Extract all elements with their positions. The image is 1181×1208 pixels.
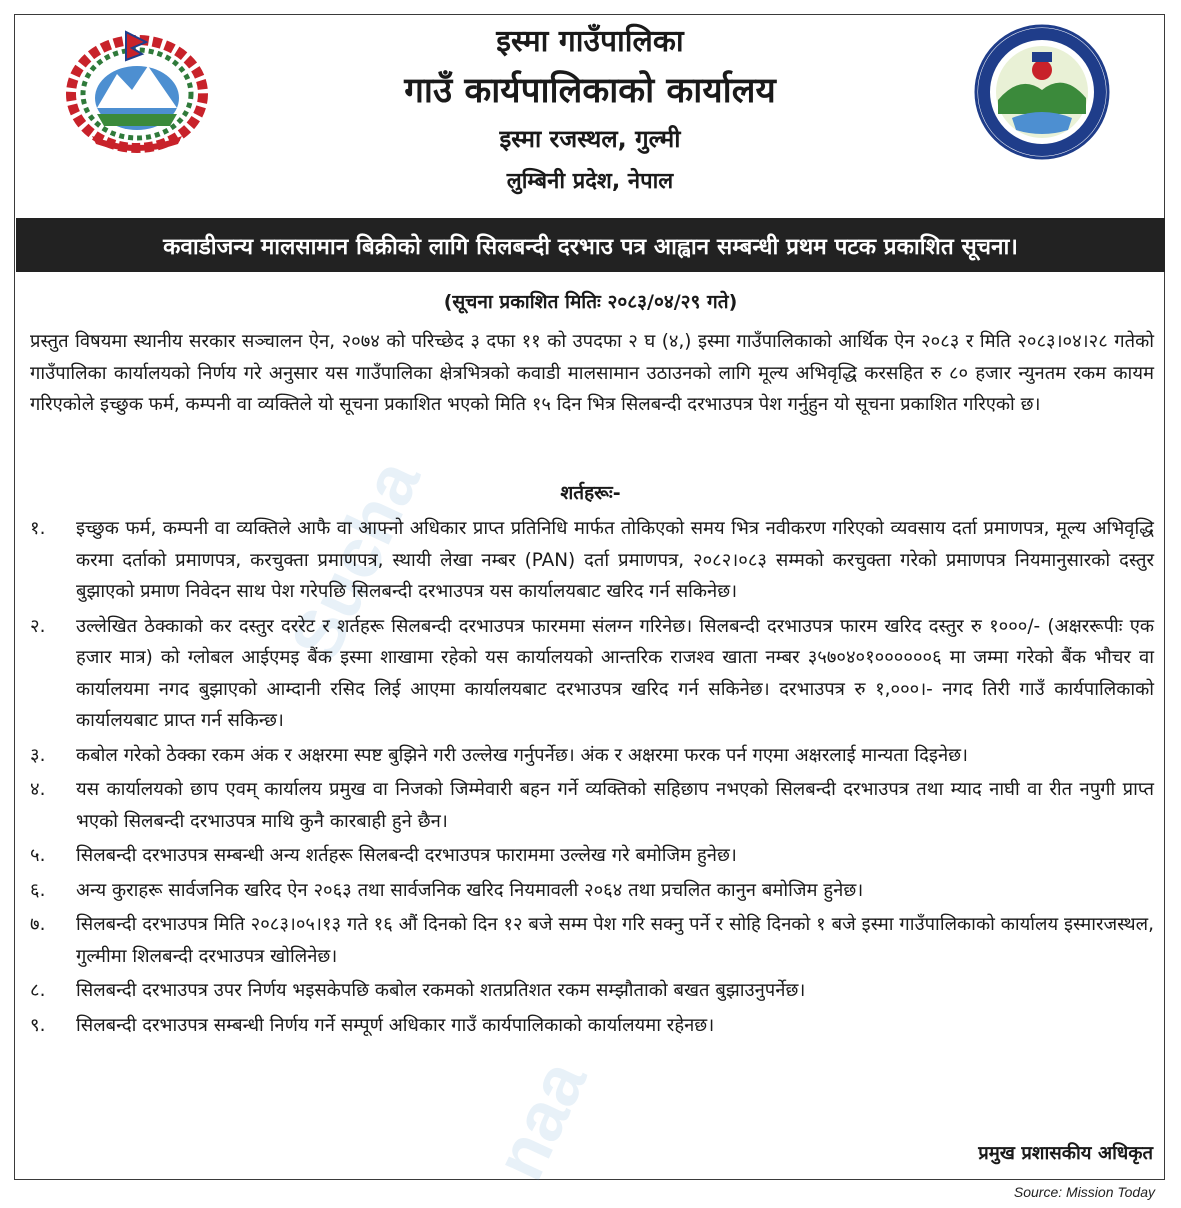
condition-text: इच्छुक फर्म, कम्पनी वा व्यक्तिले आफै वा आफ्नो अधिकार प्राप्त प्रतिनिधि मार्फत तोकिएको समय भित्र नवीकरण गरिएको व्यवसाय दर्ता प्रमाणपत्र, मूल्य अभिवृद्धि करमा दर्ताको प्रमाणपत्र, करचुक्ता प्रमाणपत्र, स्थायी लेखा नम्बर (PAN) दर्ता प्रमाणपत्र, २०८२।०८३ सम्मको करचुक्ता गरेको प्रमाणपत्र नियमानुसारको दस्तुर बुझाएको प्रमाण निवेदन साथ पेश गरेपछि सिलबन्दी दरभाउपत्र यस कार्यालयबाट खरिद गर्न सकिनेछ। (76, 518, 1154, 602)
condition-number: ८. (30, 980, 46, 1001)
condition-item (30, 774, 1154, 837)
condition-text: सिलबन्दी दरभाउपत्र मिति २०८३।०५।१३ गते १६ औं दिनको दिन १२ बजे सम्म पेश गरि सक्नु पर्ने र सोहि दिनको १ बजे इस्मा गाउँपालिकाको कार्यालय इस्मारजस्थल, गुल्मीमा शिलबन्दी दरभाउपत्र खोलिनेछ। (76, 914, 1154, 967)
condition-item (30, 875, 1154, 907)
conditions-heading: शर्तहरूः- (560, 482, 621, 504)
condition-text: कबोल गरेको ठेक्का रकम अंक र अक्षरमा स्पष्ट बुझिने गरी उल्लेख गर्नुपर्नेछ। अंक र अक्षरमा फरक पर्न गएमा अक्षरलाई मान्यता दिइनेछ। (76, 744, 969, 766)
source-credit: Source: Mission Today (1013, 1184, 1155, 1200)
condition-number: १. (30, 518, 46, 539)
office-name: गाउँ कार्यपालिकाको कार्यालय (404, 71, 776, 111)
condition-text: यस कार्यालयको छाप एवम् कार्यालय प्रमुख वा निजको जिम्मेवारी बहन गर्ने व्यक्तिको सहिछाप नभएको सिलबन्दी दरभाउपत्र तथा म्याद नाघी वा रीत नपुगी प्राप्त भएको सिलबन्दी दरभाउपत्र माथि कुनै कारबाही हुने छैन। (76, 779, 1154, 832)
condition-number: ७. (30, 914, 46, 935)
condition-text: अन्य कुराहरू सार्वजनिक खरिद ऐन २०६३ तथा सार्वजनिक खरिद नियमावली २०६४ तथा प्रचलित कानुन बमोजिम हुनेछ। (76, 879, 864, 901)
intro-paragraph: प्रस्तुत विषयमा स्थानीय सरकार सञ्चालन ऐन, २०७४ को परिच्छेद ३ दफा ११ को उपदफा २ घ (४,) इस्मा गाउँपालिकाको आर्थिक ऐन २०८३ र मिति २०८३।०४।२८ गतेको गाउँपालिका कार्यालयको निर्णय गरे अनुसार यस गाउँपालिका क्षेत्रभित्रको कवाडी मालसामान उठाउनको लागि मूल्य अभिवृद्धि करसहित रु ८० हजार न्युनतम रकम कायम गरिएकोले इच्छुक फर्म, कम्पनी वा व्यक्तिले यो सूचना प्रकाशित भएको मिति १५ दिन भित्र सिलबन्दी दरभाउपत्र पेश गर्नुहुन यो सूचना प्रकाशित गरिएको छ। (30, 331, 1154, 415)
municipality-name: इस्मा गाउँपालिका (496, 24, 684, 59)
watermark: naa (479, 1048, 602, 1192)
condition-item (30, 975, 1154, 1007)
condition-number: ५. (30, 845, 46, 866)
condition-text: उल्लेखित ठेक्काको कर दस्तुर दररेट र शर्तहरू सिलबन्दी दरभाउपत्र फारममा संलग्न गरिनेछ। सिलबन्दी दरभाउपत्र फारम खरिद दस्तुर रु १०००/- (अक्षररूपीः एक हजार मात्र) को ग्लोबल आईएमइ बैंक इस्मा शाखामा रहेको यस कार्यालयको आन्तरिक राजश्व खाता नम्बर ३५७०४०१००००००६ मा जम्मा गरेको बैंक भौचर वा कार्यालयमा नगद बुझाएको आम्दानी रसिद लिई आएमा कार्यालयबाट दरभाउपत्र खरिद गर्न सकिनेछ। दरभाउपत्र रु १,०००।- नगद तिरी गाउँ कार्यपालिकाको कार्यालयबाट प्राप्त गर्न सकिन्छ। (76, 615, 1154, 731)
condition-text: सिलबन्दी दरभाउपत्र सम्बन्धी निर्णय गर्ने सम्पूर्ण अधिकार गाउँ कार्यपालिकाको कार्यालयमा रहेनछ। (76, 1014, 715, 1036)
office-address: इस्मा रजस्थल, गुल्मी (499, 125, 681, 153)
condition-item (30, 909, 1154, 972)
watermark: Sucha (275, 448, 435, 672)
condition-number: ३. (30, 744, 46, 766)
condition-item (30, 611, 1154, 737)
condition-number: ९. (30, 1014, 46, 1036)
nepal-emblem-logo (62, 26, 212, 154)
municipality-seal-logo (972, 22, 1112, 162)
condition-text: सिलबन्दी दरभाउपत्र सम्बन्धी अन्य शर्तहरू सिलबन्दी दरभाउपत्र फाराममा उल्लेख गरे बमोजिम हुनेछ। (76, 845, 737, 866)
condition-number: ६. (30, 879, 46, 901)
publish-date: (सूचना प्रकाशित मितिः २०८३/०४/२९ गते) (443, 291, 738, 313)
condition-text: सिलबन्दी दरभाउपत्र उपर निर्णय भइसकेपछि कबोल रकमको शतप्रतिशत रकम सम्झौताको बखत बुझाउनुपर्नेछ। (76, 980, 806, 1001)
condition-item (30, 1010, 1154, 1042)
conditions-list (30, 513, 1154, 1044)
office-header (240, 18, 940, 198)
notice-title-banner: कवाडीजन्य मालसामान बिक्रीको लागि सिलबन्दी दरभाउ पत्र आह्वान सम्बन्धी प्रथम पटक प्रकाशित सूचना। (16, 218, 1165, 272)
condition-number: ४. (30, 779, 46, 800)
province-country: लुम्बिनी प्रदेश, नेपाल (506, 169, 674, 194)
condition-item (30, 740, 1154, 772)
condition-item (30, 840, 1154, 872)
condition-item (30, 513, 1154, 608)
condition-number: २. (30, 615, 46, 637)
signatory-title: प्रमुख प्रशासकीय अधिकृत (978, 1143, 1153, 1164)
